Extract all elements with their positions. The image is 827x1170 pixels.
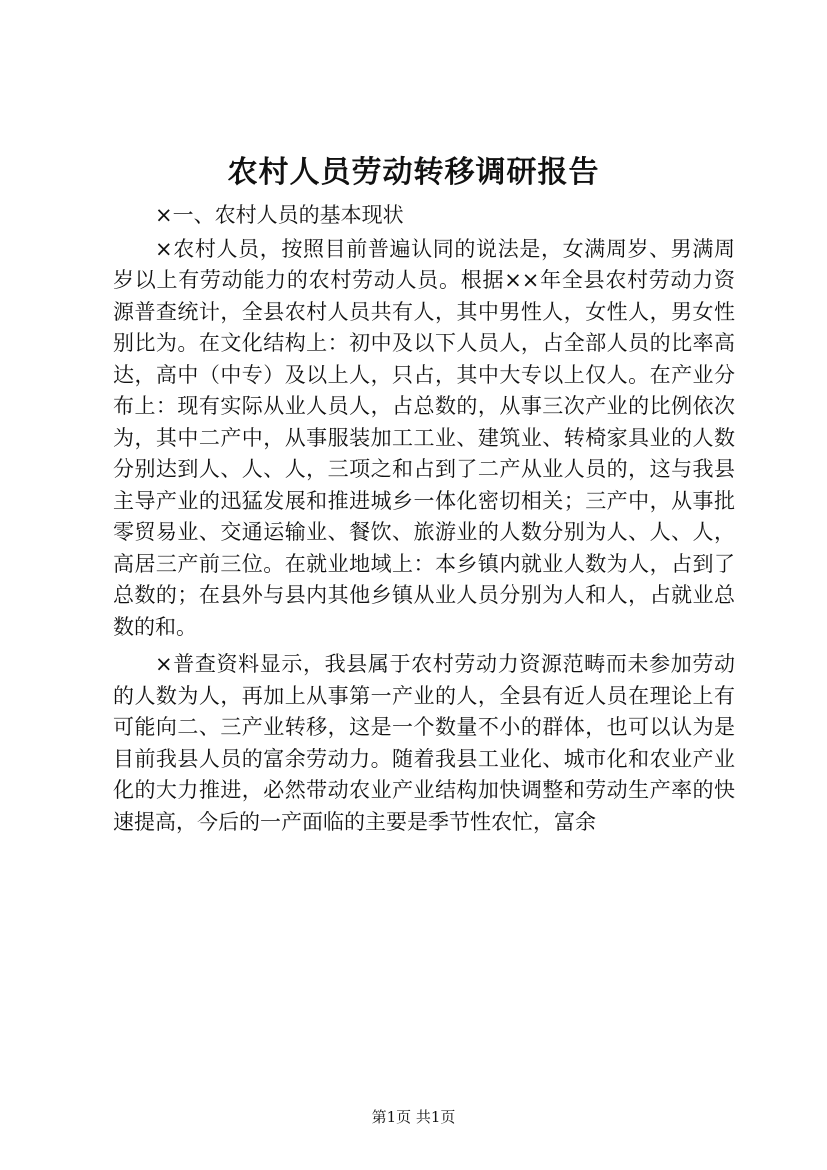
document-body bbox=[113, 200, 735, 838]
document-title: 农村人员劳动转移调研报告 bbox=[227, 155, 600, 190]
body-paragraph: ×农村人员，按照目前普遍认同的说法是，女满周岁、男满周岁以上有劳动能力的农村劳动人员。根据××年全县农村劳动力资源普查统计，全县农村人员共有人，其中男性人，女性人，男女性别比为。在文化结构上：初中及以下人员人，占全部人员的比率高达，高中（中专）及以上人，只占，其中大专以上仅人。在产业分布上：现有实际从业人员人，占总数的，从事三次产业的比例依次为，其中二产中，从事服装加工工业、建筑业、转椅家具业的人数分别达到人、人、人，三项之和占到了二产从业人员的，这与我县主导产业的迅猛发展和推进城乡一体化密切相关；三产中，从事批零贸易业、交通运输业、餐饮、旅游业的人数分别为人、人、人，高居三产前三位。在就业地域上：本乡镇内就业人数为人，占到了总数的；在县外与县内其他乡镇从业人员分别为人和人，占就业总数的和。 bbox=[113, 236, 735, 639]
section-heading: ×一、农村人员的基本现状 bbox=[155, 203, 404, 227]
page-footer: 第1页 共1页 bbox=[371, 1108, 456, 1126]
body-paragraph: ×普查资料显示，我县属于农村劳动力资源范畴而未参加劳动的人数为人，再加上从事第一产业的人，全县有近人员在理论上有可能向二、三产业转移，这是一个数量不小的群体，也可以认为是目前我县人员的富余劳动力。随着我县工业化、城市化和农业产业化的大力推进，必然带动农业产业结构加快调整和劳动生产率的快速提高，今后的一产面临的主要是季节性农忙，富余 bbox=[113, 652, 735, 834]
